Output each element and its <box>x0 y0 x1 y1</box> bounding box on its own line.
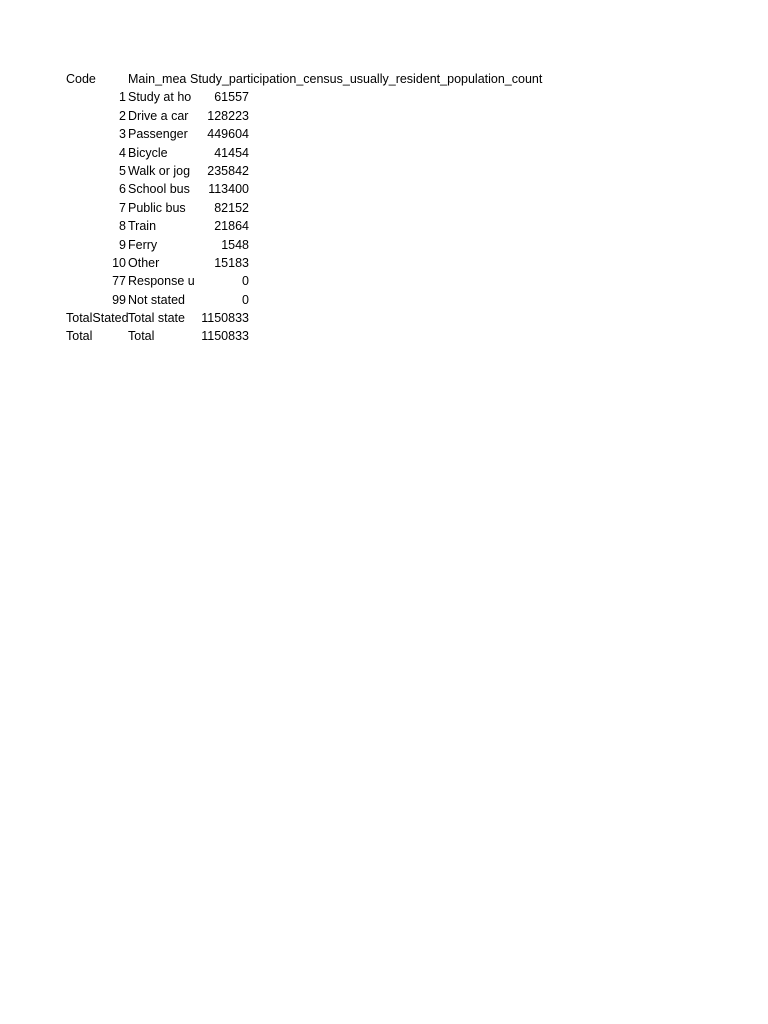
table-body <box>64 88 584 345</box>
count-cell[interactable]: 21864 <box>214 219 249 234</box>
table-row <box>64 88 584 106</box>
table-row <box>64 254 584 272</box>
code-cell[interactable]: 5 <box>119 163 126 178</box>
table-row <box>64 236 584 254</box>
code-cell[interactable]: 1 <box>119 90 126 105</box>
header-code[interactable]: Code <box>66 72 96 86</box>
main-means-cell[interactable]: Other <box>128 255 160 270</box>
count-cell[interactable]: 128223 <box>207 108 249 123</box>
table-row <box>64 125 584 143</box>
main-means-cell[interactable]: Public bus <box>128 200 186 215</box>
main-means-cell[interactable]: Total state <box>128 311 185 326</box>
count-cell[interactable]: 82152 <box>214 200 249 215</box>
code-cell[interactable]: 77 <box>112 274 126 289</box>
count-cell[interactable]: 1548 <box>221 237 249 252</box>
header-count[interactable]: Study_participation_census_usually_resident_population_count <box>190 72 543 86</box>
main-means-cell[interactable]: Drive a car <box>128 108 189 123</box>
code-cell[interactable]: 2 <box>119 108 126 123</box>
code-cell[interactable]: 99 <box>112 292 126 307</box>
count-cell[interactable]: 113400 <box>208 182 249 197</box>
main-means-cell[interactable]: Passenger <box>128 127 188 142</box>
count-cell[interactable]: 1150833 <box>201 311 249 326</box>
header-main-means[interactable]: Main_mea <box>128 72 187 86</box>
code-cell[interactable]: TotalStated <box>66 311 129 326</box>
count-cell[interactable]: 41454 <box>214 145 249 160</box>
table-row <box>64 309 584 327</box>
table-row <box>64 107 584 125</box>
count-cell[interactable]: 1150833 <box>201 329 249 344</box>
count-cell[interactable]: 235842 <box>207 163 249 178</box>
code-cell[interactable]: 7 <box>119 200 126 215</box>
header-row <box>64 70 584 88</box>
table-row <box>64 162 584 180</box>
main-means-cell[interactable]: Train <box>128 219 157 234</box>
code-cell[interactable]: 3 <box>119 127 126 142</box>
code-cell[interactable]: 6 <box>119 182 126 197</box>
count-cell[interactable]: 15183 <box>214 255 249 270</box>
main-means-cell[interactable]: Total <box>128 329 155 344</box>
table-row <box>64 291 584 309</box>
count-cell[interactable]: 0 <box>242 274 249 289</box>
code-cell[interactable]: 9 <box>119 237 126 252</box>
count-cell[interactable]: 449604 <box>207 127 249 142</box>
table-row <box>64 272 584 290</box>
code-cell[interactable]: 4 <box>119 145 126 160</box>
main-means-cell[interactable]: Study at ho <box>128 90 192 105</box>
main-means-cell[interactable]: Walk or jog <box>128 163 191 178</box>
main-means-cell[interactable]: Ferry <box>128 237 158 252</box>
code-cell[interactable]: 8 <box>119 219 126 234</box>
spreadsheet-table <box>64 70 584 346</box>
table-row <box>64 144 584 162</box>
main-means-cell[interactable]: Response u <box>128 274 195 289</box>
table-row <box>64 180 584 198</box>
main-means-cell[interactable]: Bicycle <box>128 145 168 160</box>
code-cell[interactable]: 10 <box>112 255 126 270</box>
count-cell[interactable]: 0 <box>242 292 249 307</box>
main-means-cell[interactable]: Not stated <box>128 292 185 307</box>
table-row <box>64 217 584 235</box>
table-row <box>64 199 584 217</box>
count-cell[interactable]: 61557 <box>214 90 249 105</box>
main-means-cell[interactable]: School bus <box>128 182 190 197</box>
table-row <box>64 327 584 345</box>
code-cell[interactable]: Total <box>66 329 93 344</box>
